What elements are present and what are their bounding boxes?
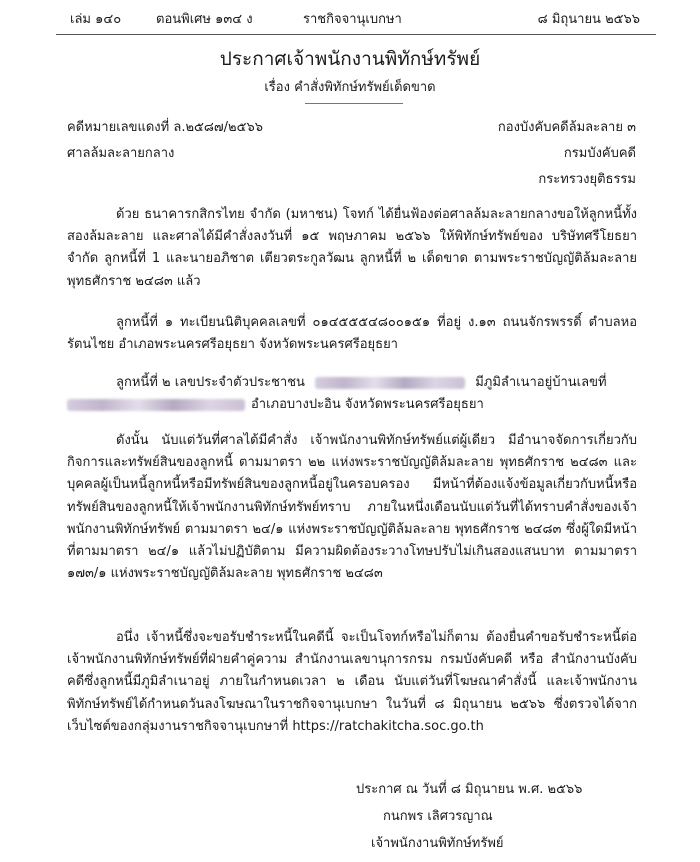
case-number: คดีหมายเลขแดงที่ ล.๒๕๘๗/๒๕๖๖ <box>67 120 263 135</box>
announcement-date-line: ประกาศ ณ วันที่ ๘ มิถุนายน พ.ศ. ๒๕๖๖ <box>356 782 583 797</box>
section-number: ตอนพิเศษ ๑๓๔ ง <box>156 12 253 27</box>
paragraph-debtor-2 <box>67 372 637 416</box>
signatory-position: เจ้าพนักงานพิทักษ์ทรัพย์ <box>371 836 504 851</box>
department-name: กรมบังคับคดี <box>563 146 636 161</box>
paragraph-creditor-claims: อนึ่ง เจ้าหนี้ซึ่งจะขอรับชำระหนี้ในคดีนี้ จะเป็นโจทก์หรือไม่ก็ตาม ต้องยื่นคำขอรับชำระหนี้ต่อเจ้าพนักงานพิทักษ์ทรัพย์ที่ฝ่ายคำคู่ความ สำนักงานเลขานุการกรม กรมบังคับคดี หรือ สำนักงานบังคับคดีซึ่งลูกหนี้มีภูมิลำเนาอยู่ ภายในกำหนดเวลา ๒ เดือน นับแต่วันที่โฆษณาคำสั่งนี้ และเจ้าพนักงานพิทักษ์ทรัพย์ได้กำหนดวันลงโฆษณาในราชกิจจานุเบกษา ในวันที่ ๘ มิถุนายน ๒๕๖๖ ซึ่งตรวจได้จากเว็บไซต์ของกลุ่มงานราชกิจจานุเบกษาที่ https://ratchakitcha.soc.go.th <box>67 630 637 734</box>
redacted-address <box>67 399 245 411</box>
announcement-title: ประกาศเจ้าพนักงานพิทักษ์ทรัพย์ <box>219 48 481 70</box>
paragraph-filing: ด้วย ธนาคารกสิกรไทย จำกัด (มหาชน) โจทก์ ได้ยื่นฟ้องต่อศาลล้มละลายกลางขอให้ลูกหนี้ทั้งสองล้มละลาย และศาลได้มีคำสั่งลงวันที่ ๑๕ พฤษภาคม ๒๕๖๖ ให้พิทักษ์ทรัพย์ของ บริษัทศรีโยธยา จำกัด ลูกหนี้ที่ 1 และนายอภิชาต เตียวตระกูลวัฒน ลูกหนี้ที่ ๒ เด็ดขาด ตามพระราชบัญญัติล้มละลาย พุทธศักราช ๒๔๘๓ แล้ว <box>67 207 637 289</box>
ministry-name: กระทรวงยุติธรรม <box>538 172 636 187</box>
debtor-2-id-label: ลูกหนี้ที่ ๒ เลขประจำตัวประชาชน <box>116 375 305 390</box>
volume-number: เล่ม ๑๔๐ <box>70 12 122 27</box>
announcement-subject: เรื่อง คำสั่งพิทักษ์ทรัพย์เด็ดขาด <box>264 80 436 95</box>
paragraph-trustee-authority: ดังนั้น นับแต่วันที่ศาลได้มีคำสั่ง เจ้าพนักงานพิทักษ์ทรัพย์แต่ผู้เดียว มีอำนาจจัดการเกี่ยวกับกิจการและทรัพย์สินของลูกหนี้ ตามมาตรา ๒๒ แห่งพระราชบัญญัติล้มละลาย พุทธศักราช ๒๔๘๓ และบุคคลผู้เป็นหนี้ลูกหนี้หรือมีทรัพย์สินของลูกหนี้อยู่ในครอบครอง มีหน้าที่ต้องแจ้งข้อมูลเกี่ยวกับหนี้หรือทรัพย์สินของลูกหนี้ให้เจ้าพนักงานพิทักษ์ทรัพย์ทราบ ภายในหนึ่งเดือนนับแต่วันที่ได้ทราบคำสั่งของเจ้าพนักงานพิทักษ์ทรัพย์ ตามมาตรา ๒๔/๑ แห่งพระราชบัญญัติล้มละลาย พุทธศักราช ๒๔๘๓ ซึ่งผู้ใดมีหน้าที่ตามมาตรา ๒๔/๑ แล้วไม่ปฏิบัติตาม มีความผิดต้องระวางโทษปรับไม่เกินสองแสนบาท ตามมาตรา ๑๗๓/๑ แห่งพระราชบัญญัติล้มละลาย พุทธศักราช ๒๔๘๓ <box>67 433 637 582</box>
publication-date: ๘ มิถุนายน ๒๕๖๖ <box>537 12 640 27</box>
signatory-name: กนกพร เลิศวรญาณ <box>383 809 493 824</box>
debtor-2-district: อำเภอบางปะอิน จังหวัดพระนครศรีอยุธยา <box>251 397 484 413</box>
header-rule <box>56 34 656 35</box>
debtor-2-address-label: มีภูมิลำเนาอยู่บ้านเลขที่ <box>475 375 607 390</box>
publication-name: ราชกิจจานุเบกษา <box>303 12 402 27</box>
paragraph-debtor-1: ลูกหนี้ที่ ๑ ทะเบียนนิติบุคคลเลขที่ ๐๑๔๕๕๕๔๘๐๐๑๕๑ ที่อยู่ ง.๑๓ ถนนจักรพรรดิ์ ตำบลหอรัตนไชย อำเภอพระนครศรีอยุธยา จังหวัดพระนครศรีอยุธยา <box>67 315 637 353</box>
title-divider <box>305 103 403 104</box>
court-name: ศาลล้มละลายกลาง <box>67 146 175 161</box>
division-name: กองบังคับคดีล้มละลาย ๓ <box>497 120 636 135</box>
redacted-id-number <box>315 377 465 389</box>
